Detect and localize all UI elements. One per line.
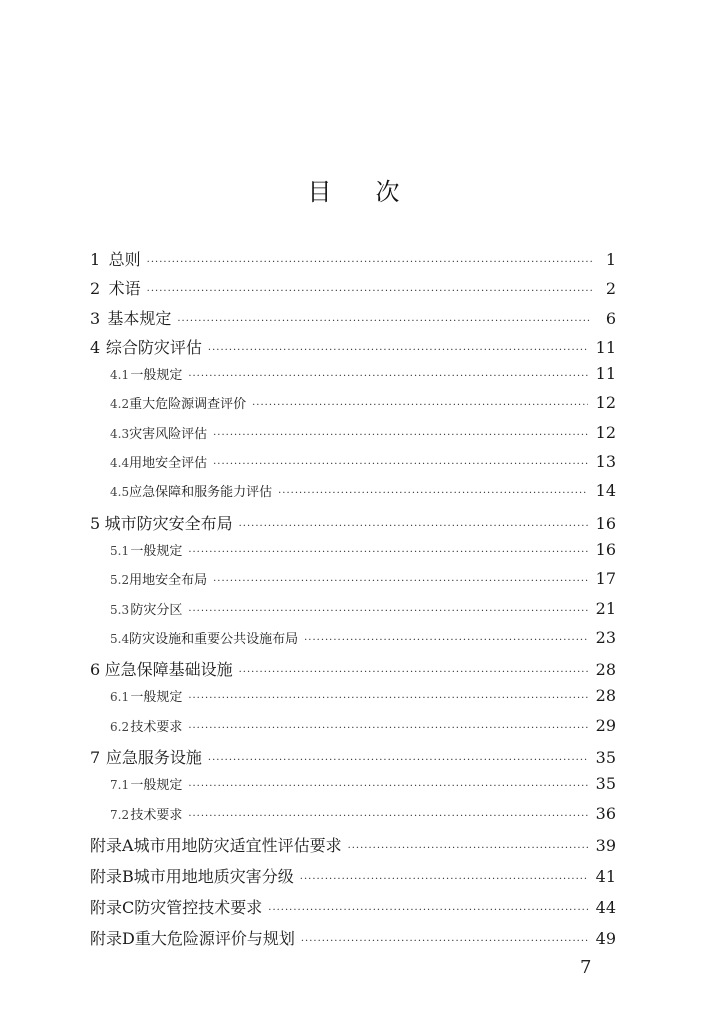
toc-entry[interactable] (90, 276, 616, 305)
dot-leader (208, 755, 588, 766)
table-of-contents (90, 247, 616, 957)
toc-entry-number: 7.2 (110, 807, 130, 822)
toc-appendix-entry[interactable] (90, 864, 616, 895)
dot-leader (188, 781, 587, 792)
toc-entry-page: 16 (595, 539, 616, 559)
toc-entry-label: 应急保障基础设施 (104, 660, 233, 680)
toc-entry-label: 防灾管控技术要求 (134, 897, 263, 917)
toc-entry-label: 一般规定 (130, 543, 183, 559)
toc-entry-page: 11 (595, 364, 616, 384)
toc-entry-label: 防灾分区 (130, 602, 183, 618)
toc-entry-page: 16 (595, 513, 616, 533)
dot-leader (213, 459, 588, 470)
toc-entry-page: 28 (595, 686, 616, 706)
toc-entry-page: 2 (605, 279, 616, 299)
toc-subentry[interactable] (90, 569, 616, 598)
toc-entry-label: 防灾设施和重要公共设施布局 (129, 631, 299, 647)
toc-entry-page: 44 (595, 897, 616, 917)
toc-entry[interactable] (90, 306, 616, 335)
dot-leader (213, 576, 588, 587)
dot-leader (147, 257, 592, 268)
toc-entry-label: 用地安全评估 (129, 456, 208, 472)
toc-subentry[interactable] (90, 599, 616, 628)
dot-leader (188, 693, 587, 704)
toc-entry-page: 6 (605, 308, 616, 328)
toc-entry-number: 1 (90, 250, 101, 269)
toc-entry-page: 12 (595, 422, 616, 442)
toc-entry[interactable] (90, 657, 616, 686)
dot-leader (188, 811, 587, 822)
toc-entry-label: 灾害风险评估 (129, 426, 208, 442)
toc-appendix-entry[interactable] (90, 895, 616, 926)
page-title (0, 172, 707, 207)
dot-leader (147, 286, 592, 297)
toc-entry-label: 技术要求 (130, 719, 183, 735)
toc-subentry[interactable] (90, 481, 616, 510)
toc-appendix-entry[interactable] (90, 926, 616, 957)
toc-entry-label: 城市防灾安全布局 (104, 513, 233, 533)
dot-leader (300, 874, 588, 885)
toc-entry-label: 综合防灾评估 (105, 337, 202, 357)
toc-entry-number: 5.4 (110, 631, 130, 646)
toc-entry-page: 35 (595, 774, 616, 794)
toc-entry-label: 一般规定 (130, 778, 183, 794)
toc-entry-number: 4.3 (110, 426, 130, 441)
dot-leader (188, 723, 587, 734)
toc-entry-label: 总则 (108, 250, 141, 269)
dot-leader (268, 905, 587, 916)
dot-leader (239, 521, 588, 532)
toc-entry-page: 13 (595, 452, 616, 472)
toc-entry-number: 5 (90, 513, 101, 533)
dot-leader (301, 936, 588, 947)
toc-entry-number: 7.1 (110, 778, 130, 793)
dot-leader (213, 430, 588, 441)
toc-entry-number: 6.1 (110, 690, 130, 705)
toc-entry-page: 36 (595, 803, 616, 823)
toc-entry-page: 41 (595, 866, 616, 886)
dot-leader (208, 345, 588, 356)
dot-leader (177, 316, 592, 327)
toc-entry[interactable] (90, 247, 616, 276)
toc-entry-label: 应急保障和服务能力评估 (129, 485, 273, 501)
toc-entry-page: 14 (595, 481, 616, 501)
toc-entry-number: 附录D (90, 928, 135, 948)
dot-leader (348, 843, 588, 854)
toc-entry-number: 4.2 (110, 397, 130, 412)
toc-entry[interactable] (90, 745, 616, 774)
toc-entry-page: 23 (595, 627, 616, 647)
toc-entry-label: 一般规定 (130, 690, 183, 706)
toc-entry-number: 6.2 (110, 719, 130, 734)
toc-subentry[interactable] (90, 452, 616, 481)
toc-entry-label: 城市用地防灾适宜性评估要求 (133, 835, 342, 855)
dot-leader (252, 400, 588, 411)
toc-entry-number: 5.3 (110, 602, 130, 617)
toc-entry-label: 一般规定 (130, 368, 183, 384)
toc-entry-number: 4.4 (110, 456, 130, 471)
toc-appendix-entry[interactable] (90, 833, 616, 864)
toc-entry-label: 术语 (108, 279, 141, 299)
toc-subentry[interactable] (90, 423, 616, 452)
toc-entry-number: 7 (90, 748, 101, 768)
toc-entry-label: 重大危险源评价与规划 (134, 928, 295, 948)
toc-subentry[interactable] (90, 540, 616, 569)
toc-entry-number: 5.1 (110, 543, 130, 558)
toc-entry-page: 17 (595, 569, 616, 589)
toc-entry-page: 49 (595, 928, 616, 948)
toc-subentry[interactable] (90, 393, 616, 422)
toc-entry-label: 应急服务设施 (105, 748, 202, 768)
toc-subentry[interactable] (90, 804, 616, 833)
toc-entry-page: 39 (595, 835, 616, 855)
toc-entry-label: 用地安全布局 (129, 573, 208, 589)
toc-entry[interactable] (90, 335, 616, 364)
toc-entry-number: 5.2 (110, 573, 130, 588)
toc-entry-page: 29 (595, 715, 616, 735)
toc-entry[interactable] (90, 511, 616, 540)
toc-entry-label: 基本规定 (107, 308, 172, 328)
toc-subentry[interactable] (90, 686, 616, 715)
toc-entry-label: 城市用地地质灾害分级 (133, 866, 294, 886)
toc-entry-number: 附录C (90, 897, 135, 917)
toc-subentry[interactable] (90, 628, 616, 657)
toc-entry-label: 重大危险源调查评价 (129, 397, 247, 413)
page-number: 7 (580, 957, 592, 978)
dot-leader (188, 606, 587, 617)
toc-entry-label: 技术要求 (130, 807, 183, 823)
toc-entry-number: 6 (90, 660, 101, 680)
dot-leader (278, 488, 588, 499)
toc-entry-number: 附录B (90, 866, 134, 886)
toc-subentry[interactable] (90, 774, 616, 803)
dot-leader (188, 371, 587, 382)
toc-entry-number: 4.1 (110, 368, 130, 383)
toc-entry-number: 4.5 (110, 485, 130, 500)
dot-leader (304, 635, 588, 646)
toc-entry-page: 21 (595, 598, 616, 618)
title-char-1: 目 (307, 178, 332, 206)
toc-entry-page: 11 (595, 337, 616, 357)
dot-leader (239, 667, 588, 678)
toc-entry-page: 28 (595, 660, 616, 680)
title-char-2: 次 (375, 178, 400, 206)
dot-leader (188, 547, 587, 558)
toc-entry-number: 2 (90, 279, 101, 299)
toc-entry-number: 3 (90, 308, 101, 328)
toc-subentry[interactable] (90, 364, 616, 393)
toc-subentry[interactable] (90, 716, 616, 745)
toc-entry-number: 附录A (90, 835, 134, 855)
toc-entry-page: 12 (595, 393, 616, 413)
toc-entry-page: 35 (595, 748, 616, 768)
toc-entry-page: 1 (605, 250, 616, 269)
toc-entry-number: 4 (90, 337, 101, 357)
